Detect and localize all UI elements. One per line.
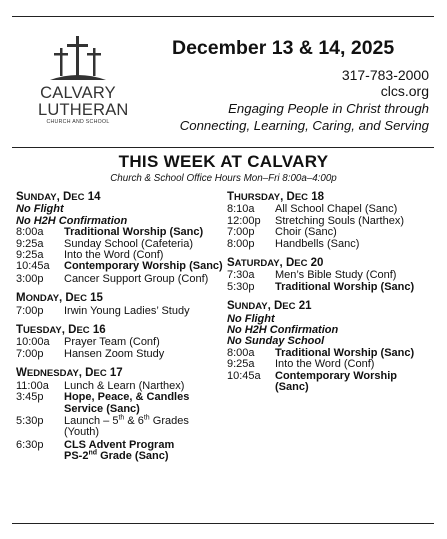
tagline-line1: Engaging People in Christ through <box>228 101 429 116</box>
three-crosses-icon <box>50 36 106 82</box>
day-heading-tue16: TUESDAY, DEC 16 <box>16 324 106 337</box>
tagline <box>180 100 429 134</box>
day-heading-mon15: MONDAY, DEC 15 <box>16 292 103 305</box>
logo-name-line2: LUTHERAN <box>38 101 129 119</box>
event-row: 7:30a Men’s Bible Study (Conf) <box>227 269 397 282</box>
schedule-left-column <box>16 192 224 463</box>
tagline-line2: Connecting, Learning, Caring, and Serving <box>179 118 429 133</box>
day-heading-wed17: WEDNESDAY, DEC 17 <box>16 367 123 380</box>
event-row: 3:45p Hope, Peace, & Candles Service (Sanc) <box>16 391 190 415</box>
note-no-flight: No Flight <box>16 203 64 216</box>
bulletin-date: December 13 & 14, 2025 <box>172 37 395 59</box>
event-row: 5:30p Launch – 5th & 6th Grades (Youth) <box>16 414 189 439</box>
logo-name-line3: CHURCH AND SCHOOL <box>46 119 110 125</box>
day-heading-sun14: SUNDAY, DEC 14 <box>16 191 101 203</box>
top-rule <box>12 16 434 17</box>
event-row: 9:25a Into the Word (Conf) <box>227 358 375 371</box>
event-row: 5:30p Traditional Worship (Sanc) <box>227 280 415 293</box>
event-row: 10:00a Prayer Team (Conf) <box>16 336 160 349</box>
website: clcs.org <box>380 83 429 99</box>
event-row: 6:30p CLS Advent Program PS-2nd Grade (Sanc) <box>16 438 175 463</box>
event-row: 11:00a Lunch & Learn (Narthex) <box>16 379 185 392</box>
event-row: 8:00a Traditional Worship (Sanc) <box>227 346 415 359</box>
event-row: 8:00p Handbells (Sanc) <box>227 237 360 250</box>
logo-name-line1: CALVARY <box>40 84 116 102</box>
note-no-flight: No Flight <box>227 312 275 325</box>
event-row: 3:00p Cancer Support Group (Conf) <box>16 272 209 285</box>
note-no-h2h: No H2H Confirmation <box>227 324 339 337</box>
event-row: 8:10a All School Chapel (Sanc) <box>227 203 398 216</box>
header-rule <box>12 147 434 148</box>
phone-number: 317-783-2000 <box>341 67 429 83</box>
week-title: THIS WEEK AT CALVARY <box>118 152 329 171</box>
contact-info <box>342 67 429 99</box>
event-row: 10:45a Contemporary Worship (Sanc) <box>16 260 223 273</box>
event-row: 9:25a Sunday School (Cafeteria) <box>16 237 194 250</box>
event-row: 8:00a Traditional Worship (Sanc) <box>16 226 204 239</box>
note-no-h2h: No H2H Confirmation <box>16 214 128 227</box>
schedule-right-column <box>227 192 432 394</box>
note-no-sunday-school: No Sunday School <box>227 335 325 348</box>
event-row: 12:00p Stretching Souls (Narthex) <box>227 214 404 227</box>
office-hours: Church & School Office Hours Mon–Fri 8:00a–4:00p <box>110 173 337 184</box>
day-heading-thu18: THURSDAY, DEC 18 <box>227 191 325 203</box>
event-row: 7:00p Hansen Zoom Study <box>16 347 165 360</box>
event-row: 9:25a Into the Word (Conf) <box>16 249 164 262</box>
event-row: 7:00p Irwin Young Ladies’ Study <box>16 304 190 317</box>
event-row: 7:00p Choir (Sanc) <box>227 226 337 239</box>
day-heading-sun21: SUNDAY, DEC 21 <box>227 300 312 313</box>
day-heading-sat20: SATURDAY, DEC 20 <box>227 257 324 270</box>
calvary-logo <box>38 36 129 132</box>
event-row: 10:45a Contemporary Worship (Sanc) <box>227 369 398 394</box>
bottom-rule <box>12 523 434 524</box>
